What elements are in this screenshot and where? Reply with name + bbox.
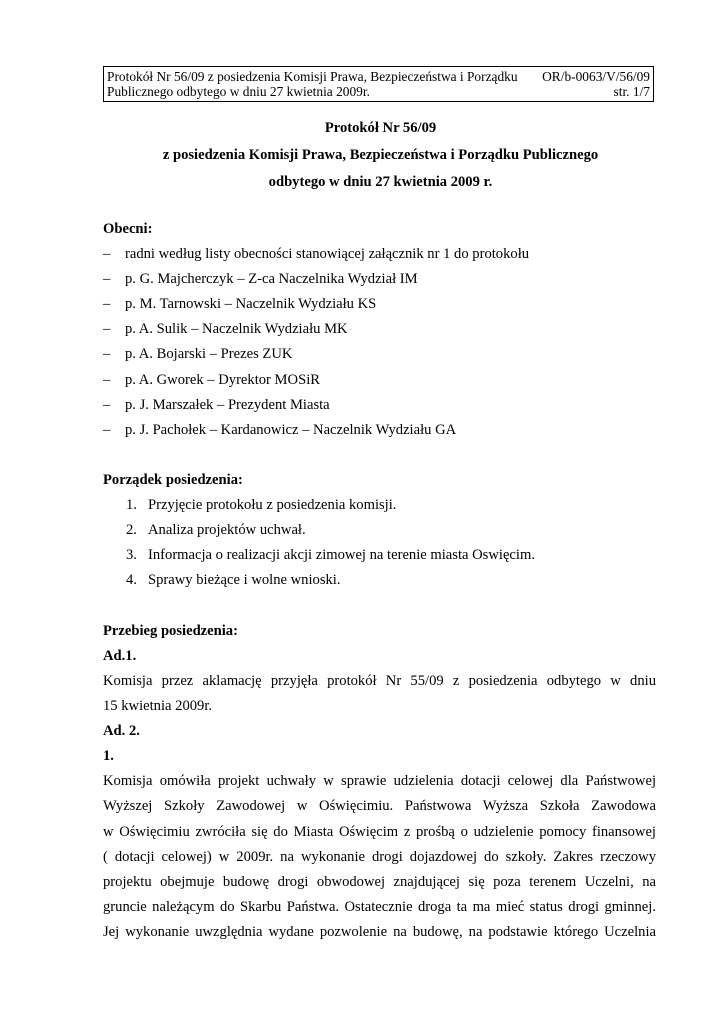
proceedings-heading: Przebieg posiedzenia: [103,623,238,639]
ad2-paragraph-line: Jej wykonanie uwzględnia wydane pozwolenie na budowę, na podstawie którego Uczelnia [103,924,656,940]
agenda-item-number: 2. [126,522,137,538]
ad2-heading: Ad. 2. [103,723,140,739]
list-bullet: – [103,246,111,262]
attendee-item: p. A. Sulik – Naczelnik Wydziału MK [125,321,348,337]
attendees-heading: Obecni: [103,221,153,237]
ad2-subpoint-number: 1. [103,748,114,764]
list-bullet: – [103,422,111,438]
protocol-title: Protokół Nr 56/09 [324,120,437,136]
header-page-number: str. 1/7 [613,84,650,99]
agenda-item: Przyjęcie protokołu z posiedzenia komisji. [148,497,397,513]
header-row-2 [107,84,650,99]
attendee-item: p. J. Marszałek – Prezydent Miasta [125,397,330,413]
attendee-item: p. A. Bojarski – Prezes ZUK [125,346,293,362]
list-bullet: – [103,321,111,337]
ad1-paragraph-line: Komisja przez aklamację przyjęła protokół Nr 55/09 z posiedzenia odbytego w dniu [103,673,656,689]
attendee-item: radni według listy obecności stanowiącej załącznik nr 1 do protokołu [125,246,530,262]
agenda-item: Sprawy bieżące i wolne wnioski. [148,572,341,588]
header-reference-number: OR/b-0063/V/56/09 [542,69,650,84]
protocol-subtitle: z posiedzenia Komisji Prawa, Bezpieczeństwa i Porządku Publicznego [162,147,599,163]
header-document-subtitle: Publicznego odbytego w dniu 27 kwietnia 2009r. [107,84,370,99]
header-document-title: Protokół Nr 56/09 z posiedzenia Komisji Prawa, Bezpieczeństwa i Porządku [107,69,518,84]
attendee-item: p. A. Gworek – Dyrektor MOSiR [125,372,320,388]
agenda-item-number: 1. [126,497,137,513]
ad2-paragraph-line: w Oświęcimiu zwróciła się do Miasta Oświęcim z prośbą o udzielenie pomocy finansowej [103,824,656,840]
ad2-paragraph-line: Komisja omówiła projekt uchwały w sprawie udzielenia dotacji celowej dla Państwowej [103,773,656,789]
attendee-item: p. M. Tarnowski – Naczelnik Wydziału KS [125,296,377,312]
ad1-paragraph-line-last: 15 kwietnia 2009r. [103,698,213,714]
ad2-paragraph-line: Wyższej Szkoły Zawodowej w Oświęcimiu. Państwowa Wyższa Szkoła Zawodowa [103,798,656,814]
ad1-heading: Ad.1. [103,648,137,664]
attendee-item: p. J. Pachołek – Kardanowicz – Naczelnik Wydziału GA [125,422,457,438]
agenda-item: Analiza projektów uchwał. [148,522,306,538]
attendee-item: p. G. Majcherczyk – Z-ca Naczelnika Wydział IM [125,271,418,287]
list-bullet: – [103,296,111,312]
agenda-item-number: 4. [126,572,137,588]
list-bullet: – [103,397,111,413]
agenda-item: Informacja o realizacji akcji zimowej na terenie miasta Oswięcim. [148,547,535,563]
list-bullet: – [103,346,111,362]
agenda-item-number: 3. [126,547,137,563]
list-bullet: – [103,372,111,388]
list-bullet: – [103,271,111,287]
ad2-paragraph-line: gruncie należącym do Skarbu Państwa. Ostatecznie droga ta ma mieć status drogi gminnej. [103,899,656,915]
protocol-date: odbytego w dniu 27 kwietnia 2009 r. [268,174,493,190]
agenda-heading: Porządek posiedzenia: [103,472,243,488]
ad2-paragraph-line: projektu obejmuje budowę drogi obwodowej znajdującej się poza terenem Uczelni, na [103,874,656,890]
header-row-1 [107,69,650,84]
page-header-box [103,66,654,102]
ad2-paragraph-line: ( dotacji celowej) w 2009r. na wykonanie drogi dojazdowej do szkoły. Zakres rzeczowy [103,849,656,865]
